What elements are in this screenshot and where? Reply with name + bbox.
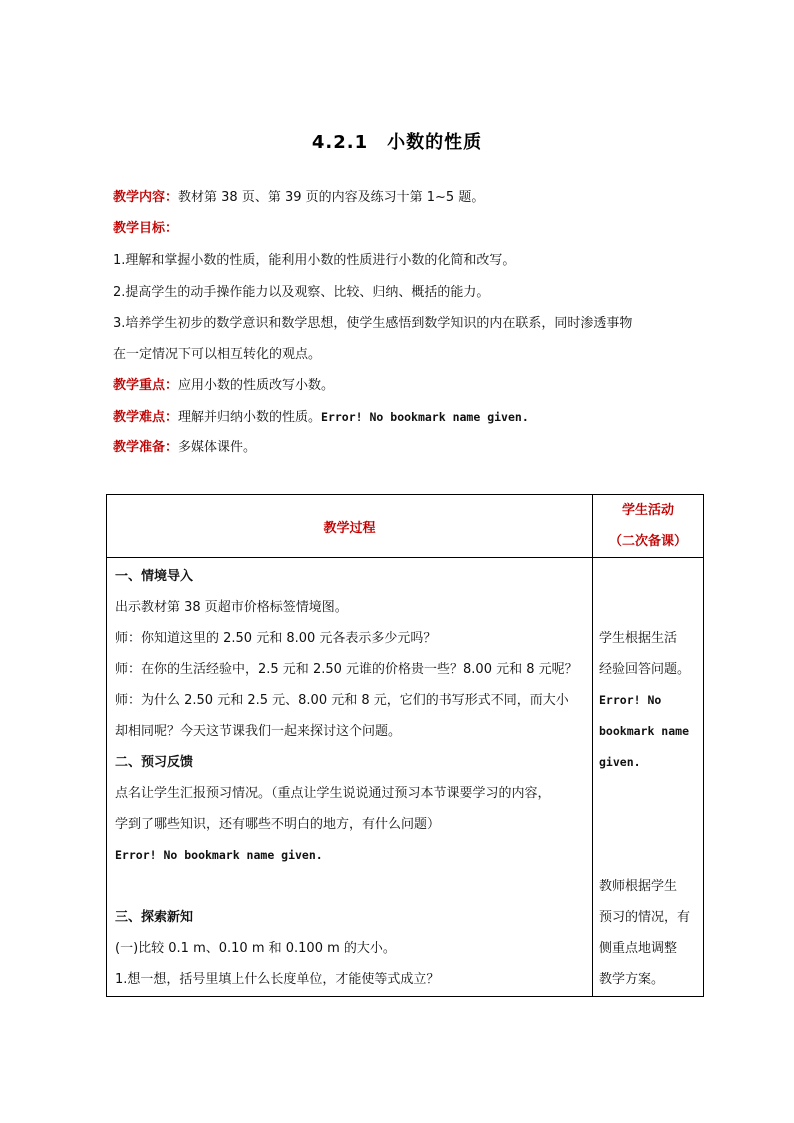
difficulty-line xyxy=(113,407,713,428)
bookmark-error-text: Error! No xyxy=(599,693,662,707)
teaching-goals-label: 教学目标： xyxy=(113,221,179,236)
process-line: 学到了哪些知识，还有哪些不明白的地方，有什么问题） xyxy=(115,817,441,832)
key-point-line xyxy=(113,376,713,396)
prep-text: 多媒体课件。 xyxy=(178,440,257,455)
goal-item-1: 1.理解和掌握小数的性质，能利用小数的性质进行小数的化简和改写。 xyxy=(113,253,516,268)
teaching-content-label: 教学内容： xyxy=(113,190,179,205)
process-line: 师：你知道这里的 2.50 元和 8.00 元各表示多少元吗？ xyxy=(115,631,437,646)
key-point-label: 教学重点： xyxy=(113,378,179,393)
process-line: (一)比较 0.1 m、0.10 m 和 0.100 m 的大小。 xyxy=(115,941,396,956)
process-line: 出示教材第 38 页超市价格标签情境图。 xyxy=(115,600,348,615)
prep-line xyxy=(113,438,713,458)
lesson-plan-table xyxy=(106,494,704,997)
section-heading: 三、探索新知 xyxy=(115,910,194,925)
student-activity-cell xyxy=(593,558,704,997)
section-heading: 二、预习反馈 xyxy=(115,755,194,770)
header-student-activity-line2: （二次备课） xyxy=(608,534,687,549)
header-student-activity xyxy=(593,495,704,558)
difficulty-text: 理解并归纳小数的性质。 xyxy=(178,410,322,425)
process-line: 点名让学生汇报预习情况。（重点让学生说说通过预习本节课要学习的内容， xyxy=(115,786,551,801)
bookmark-error-text: bookmark name xyxy=(599,724,690,738)
key-point-text: 应用小数的性质改写小数。 xyxy=(178,378,335,393)
header-process: 教学过程 xyxy=(107,495,593,558)
difficulty-label: 教学难点： xyxy=(113,410,179,425)
goal-item-3-cont: 在一定情况下可以相互转化的观点。 xyxy=(113,347,322,362)
process-line: 却相同呢？今天这节课我们一起来探讨这个问题。 xyxy=(115,724,402,739)
activity-line: 侧重点地调整 xyxy=(599,941,678,956)
table-header-row xyxy=(107,495,704,558)
bookmark-error-text: given. xyxy=(599,755,641,769)
bookmark-error-text: Error! No bookmark name given. xyxy=(321,410,529,424)
bookmark-error-text: Error! No bookmark name given. xyxy=(115,848,323,862)
activity-line: 预习的情况，有 xyxy=(599,910,691,925)
page-title: 4.2.1 小数的性质 xyxy=(311,132,483,153)
activity-line: 教师根据学生 xyxy=(599,879,678,894)
header-student-activity-line1: 学生活动 xyxy=(621,503,674,518)
process-cell xyxy=(107,558,593,997)
process-line: 师：在你的生活经验中，2.5 元和 2.50 元谁的价格贵一些？8.00 元和 8 元呢？ xyxy=(115,662,578,677)
teaching-content-text: 教材第 38 页、第 39 页的内容及练习十第 1~5 题。 xyxy=(178,190,485,205)
goal-item-2: 2.提高学生的动手操作能力以及观察、比较、归纳、概括的能力。 xyxy=(113,285,490,300)
section-heading: 一、情境导入 xyxy=(115,569,194,584)
goal-item-3: 3.培养学生初步的数学意识和数学思想，使学生感悟到数学知识的内在联系，同时渗透事物 xyxy=(113,316,633,331)
process-line: 师：为什么 2.50 元和 2.5 元、8.00 元和 8 元，它们的书写形式不同，而大小 xyxy=(115,693,569,708)
prep-label: 教学准备： xyxy=(113,440,179,455)
table-body-row xyxy=(107,558,704,997)
activity-line: 经验回答问题。 xyxy=(599,662,691,677)
activity-line: 教学方案。 xyxy=(599,972,665,987)
process-line: 1.想一想，括号里填上什么长度单位，才能使等式成立？ xyxy=(115,972,440,987)
blank-line xyxy=(115,871,584,902)
teaching-content-line xyxy=(113,188,713,208)
activity-line: 学生根据生活 xyxy=(599,631,678,646)
